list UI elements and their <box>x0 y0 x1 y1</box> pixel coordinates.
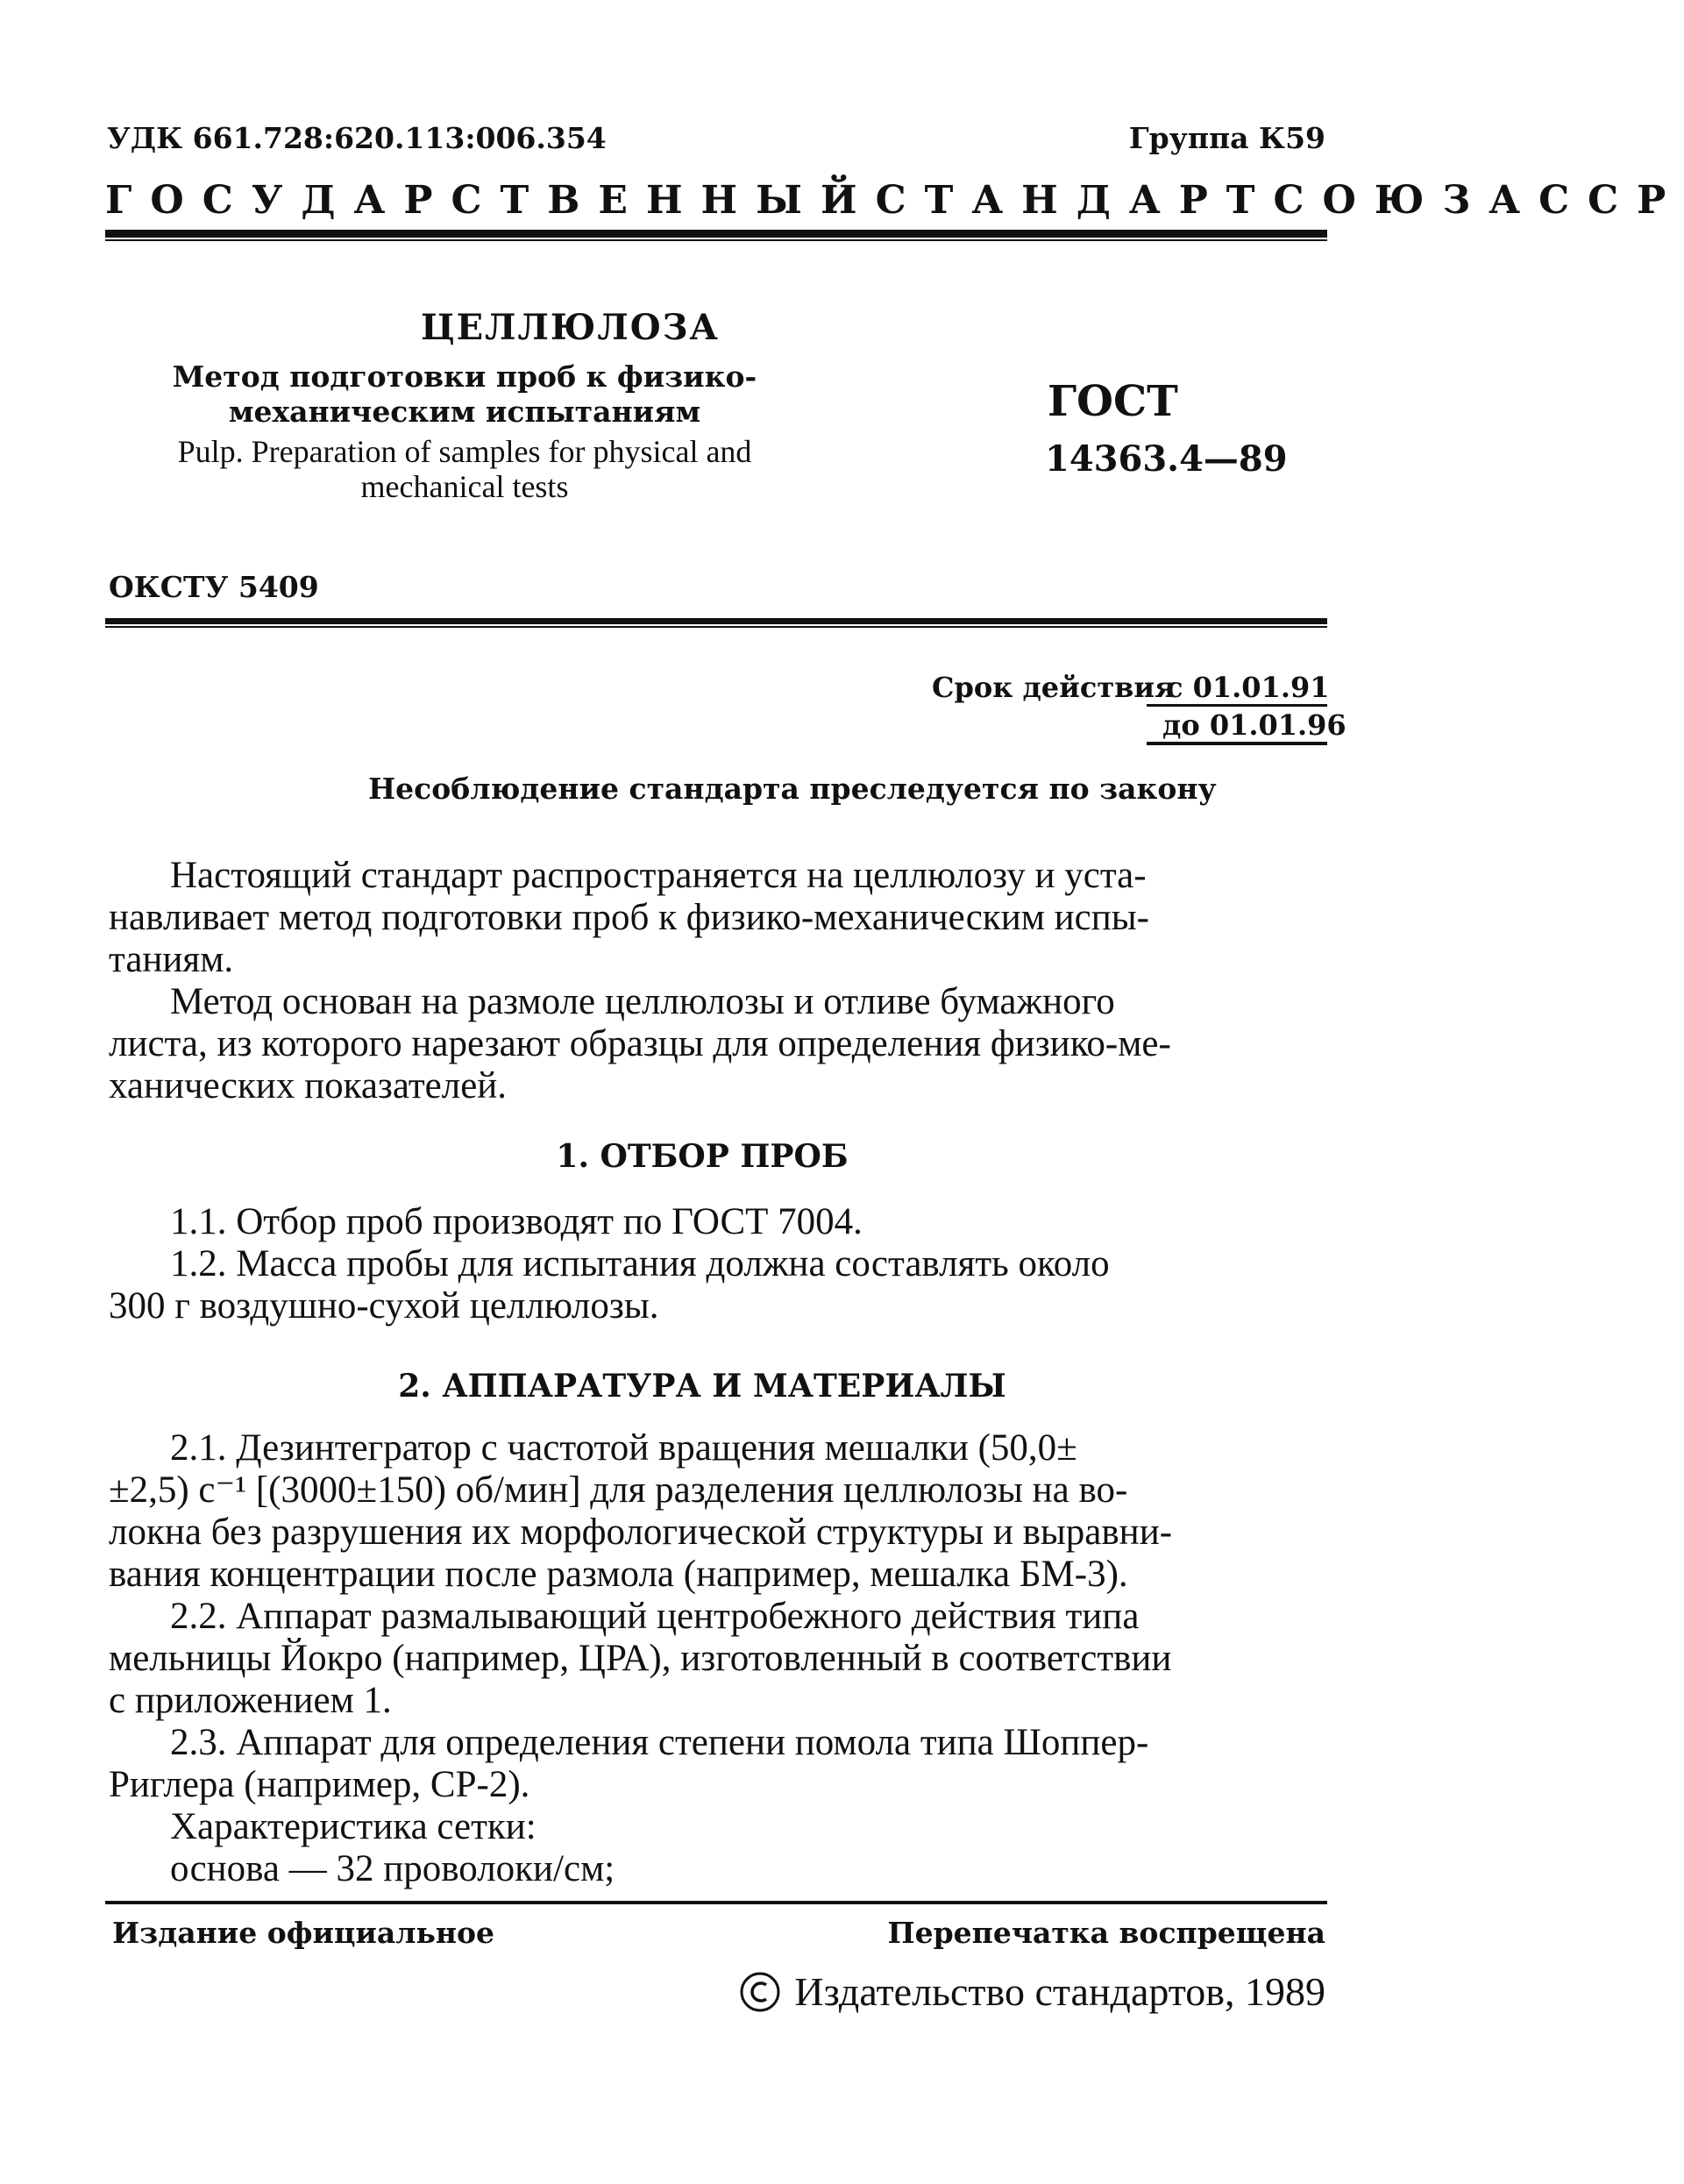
text-line: навливает метод подготовки проб к физико-механическим испы- <box>109 897 1149 938</box>
text-line-content: Настоящий стандарт распространяется на целлюлозу и уста- <box>170 855 1147 896</box>
text-line: 2.3. Аппарат для определения степени помола типа Шоппер- <box>170 1722 1149 1763</box>
banner-word: ССР <box>1538 178 1684 223</box>
group-code: Группа К59 <box>1128 121 1325 155</box>
banner-word: ГОСУДАРСТВЕННЫЙ <box>105 178 876 223</box>
text-line: 1.2. Масса пробы для испытания должна составлять около <box>170 1243 1110 1284</box>
text-line <box>170 855 1331 897</box>
gost-number: 14363.4—89 <box>1045 438 1288 480</box>
publisher-text: Издательство стандартов, 1989 <box>794 1969 1325 2014</box>
udk-code: УДК 661.728:620.113:006.354 <box>107 121 607 155</box>
text-line: Риглера (например, СР-2). <box>109 1764 530 1805</box>
copyright-line <box>738 1968 1325 2015</box>
compliance-note: Несоблюдение стандарта преследуется по закону <box>368 772 1217 806</box>
official-edition-note: Издание официальное <box>112 1916 495 1950</box>
section-heading: 2. АППАРАТУРА И МАТЕРИАЛЫ <box>398 1368 1006 1405</box>
validity-label: Срок действия <box>932 671 1176 704</box>
text-line: мельницы Йокро (например, ЦРА), изготовленный в соответствии <box>109 1638 1172 1679</box>
okstu-rule-thin <box>105 626 1327 628</box>
gost-label: ГОСТ <box>1048 377 1178 426</box>
header-rule-thin <box>105 239 1327 241</box>
validity-to: до 01.01.96 <box>1162 708 1346 742</box>
okstu-code: ОКСТУ 5409 <box>109 570 319 604</box>
text-line: локна без разрушения их морфологической структуры и выравни- <box>109 1512 1173 1553</box>
document-title: ЦЕЛЛЮЛОЗА <box>421 307 721 348</box>
text-line: 300 г воздушно-сухой целлюлозы. <box>109 1285 659 1327</box>
subtitle-russian: Метод подготовки проб к физико-механическим испытаниям <box>172 359 757 429</box>
validity-underline <box>1147 742 1327 745</box>
text-line: 2.2. Аппарат размалывающий центробежного действия типа <box>170 1596 1140 1637</box>
okstu-rule <box>105 618 1327 624</box>
subtitle-english: Pulp. Preparation of samples for physical and mechanical tests <box>177 434 752 504</box>
text-line: листа, из которого нарезают образцы для определения физико-ме- <box>109 1023 1171 1064</box>
text-line: Метод основан на размоле целлюлозы и отливе бумажного <box>170 981 1115 1022</box>
text-line: 2.1. Дезинтегратор с частотой вращения мешалки (50,0± <box>170 1427 1077 1469</box>
text-line: вания концентрации после размола (например, мешалка БМ-3). <box>109 1554 1128 1595</box>
text-line: таниям. <box>109 939 234 980</box>
banner-word: СОЮЗА <box>1273 178 1539 223</box>
header-rule <box>105 230 1327 238</box>
text-line: ±2,5) с⁻¹ [(3000±150) об/мин] для разделения целлюлозы на во- <box>109 1469 1128 1511</box>
footer-rule <box>105 1901 1327 1904</box>
section-heading: 1. ОТБОР ПРОБ <box>556 1138 849 1175</box>
copyright-icon <box>738 1970 782 2014</box>
reprint-prohibited-note: Перепечатка воспрещена <box>887 1916 1325 1950</box>
banner-word: СТАНДАРТ <box>875 178 1274 223</box>
text-line: основа — 32 проволоки/см; <box>170 1848 615 1889</box>
state-standard-banner <box>105 178 1684 223</box>
validity-from: с 01.01.91 <box>1166 671 1330 704</box>
text-line: ханических показателей. <box>109 1065 508 1106</box>
text-line: с приложением 1. <box>109 1680 392 1721</box>
validity-underline <box>1147 704 1327 707</box>
text-line: 1.1. Отбор проб производят по ГОСТ 7004. <box>170 1201 863 1242</box>
text-line: Характеристика сетки: <box>170 1806 536 1847</box>
